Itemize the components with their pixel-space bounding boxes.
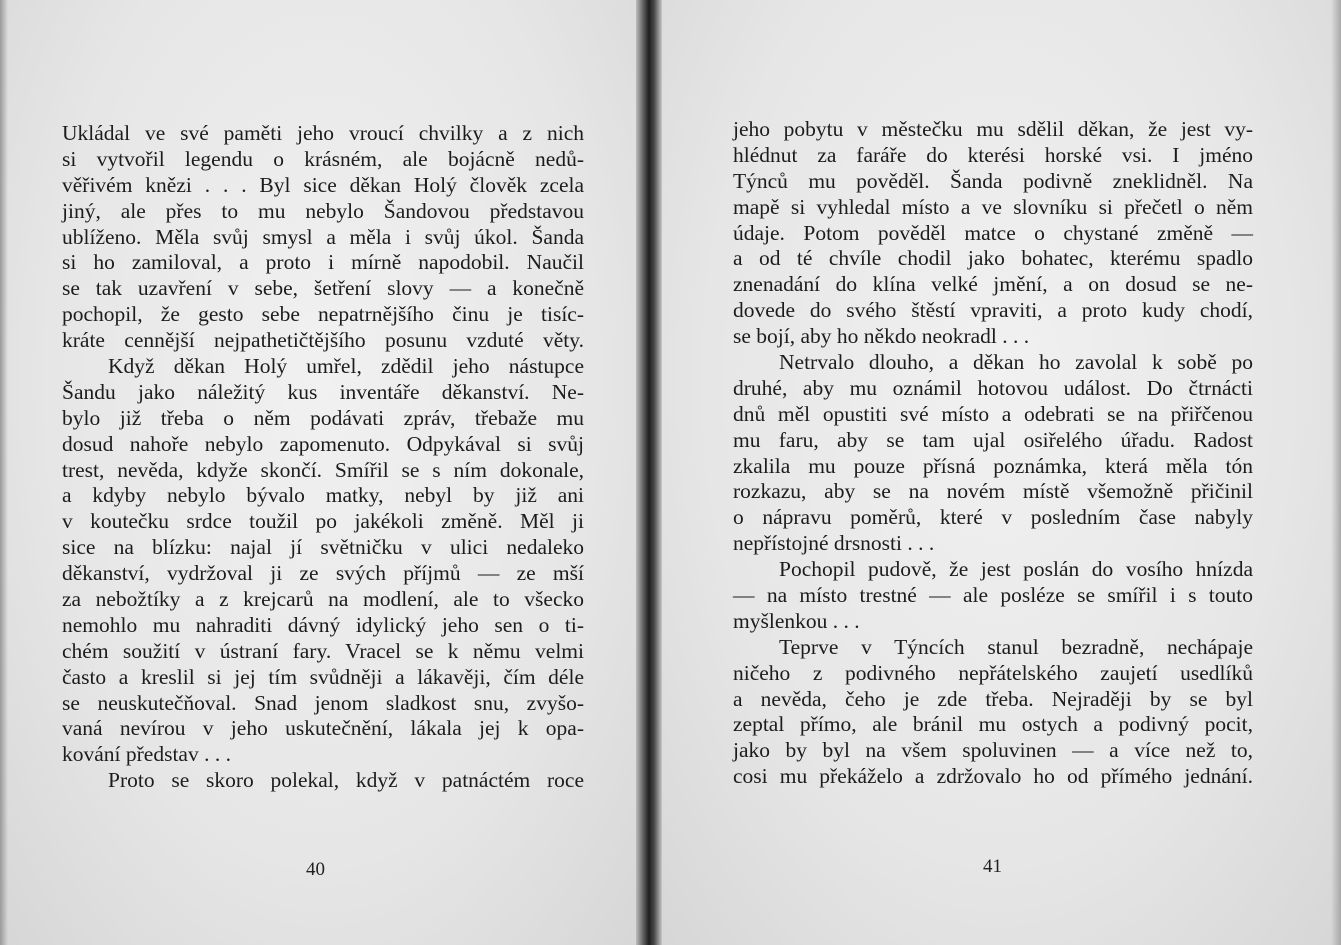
- text-line: Netrvalo dlouho, a děkan ho zavolal k sobě po: [779, 350, 1253, 375]
- text-line: a kdyby nebylo bývalo matky, nebyl by již ani: [62, 483, 584, 508]
- text-line: děkanství, vydržoval ji ze svých příjmů — ze mší: [62, 561, 584, 586]
- text-line: v koutečku srdce toužil po jakékoli změně. Měl ji: [62, 509, 584, 534]
- text-line: rozkazu, aby se na novém místě všemožně přičinil: [733, 479, 1253, 504]
- text-line: druhé, aby mu oznámil hotovou událost. Do čtrnácti: [733, 375, 1253, 400]
- text-line: údaje. Potom pověděl matce o chystané změně —: [733, 220, 1253, 245]
- text-line: bylo již třeba o něm podávati zpráv, třebaže mu: [62, 405, 584, 430]
- text-line: Proto se skoro polekal, když v patnáctém roce: [108, 768, 584, 793]
- text-line: často a kreslil si jej tím svůdněji a lákavěji, čím déle: [62, 664, 584, 689]
- text-line: mapě si vyhledal místo a ve slovníku si přečetl o něm: [733, 194, 1253, 219]
- left-page: [0, 0, 644, 945]
- text-line: mu faru, aby se tam ujal osiřelého úřadu. Radost: [733, 427, 1253, 452]
- text-line: vaná nevírou v jeho uskutečnění, lákala jej k opa-: [62, 716, 584, 741]
- text-line: o nápravu poměrů, které v posledním čase nabyly: [733, 505, 1253, 530]
- text-line: pochopil, že gesto sebe nepatrnějšího činu je tisíc-: [62, 302, 584, 327]
- text-line: nemohlo mu nahraditi dávný idylický jeho sen o ti-: [62, 612, 584, 637]
- text-line: a od té chvíle chodil jako bohatec, kterému spadlo: [733, 246, 1253, 271]
- text-line: cosi mu překáželo a zdržovalo ho od přímého jednání.: [733, 764, 1253, 789]
- text-line: sice na blízku: najal jí světničku v ulici nedaleko: [62, 535, 584, 560]
- page-number: 41: [983, 856, 1002, 877]
- text-line: zeptal přímo, ale bránil mu ostych a podivný pocit,: [733, 712, 1253, 737]
- text-line: si ho zamiloval, a proto i mírně napodobil. Naučil: [62, 250, 584, 275]
- text-line: Týnců mu pověděl. Šanda podivně zneklidněl. Na: [733, 168, 1253, 193]
- text-line: se neuskutečňoval. Snad jenom sladkost snu, zvyšo-: [62, 690, 584, 715]
- text-line: se bojí, aby ho někdo neokradl . . .: [733, 324, 1030, 349]
- text-line: hlédnut za faráře do kterési horské vsi. I jméno: [733, 142, 1253, 167]
- text-line: ničeho z podivného nepřátelského zaujetí usedlíků: [733, 660, 1253, 685]
- text-line: dnů měl opustiti své místo a odebrati se na přiřčenou: [733, 401, 1253, 426]
- left-page-text: [62, 121, 584, 794]
- text-line: si vytvořil legendu o krásném, ale bojácně nedů-: [62, 146, 584, 171]
- right-page-text: [733, 117, 1253, 790]
- text-line: Pochopil pudově, že jest poslán do vosího hnízda: [779, 557, 1253, 582]
- text-line: — na místo trestné — ale posléze se smířil i s touto: [733, 583, 1253, 608]
- text-line: se tak uzavření v sebe, šetření slovy — a konečně: [62, 276, 584, 301]
- text-line: trest, nevěda, kdyže skončí. Smířil se s ním dokonale,: [62, 457, 584, 482]
- text-line: jiný, ale přes to mu nebylo Šandovou představou: [62, 198, 584, 223]
- text-line: jeho pobytu v městečku mu sdělil děkan, že jest vy-: [733, 117, 1253, 141]
- text-line: kráte cennější nejpathetičtějšího posunu vzduté věty.: [62, 328, 584, 353]
- text-line: myšlenkou . . .: [733, 608, 860, 633]
- text-line: zkalila mu pouze přísná poznámka, která měla tón: [733, 453, 1253, 478]
- page-edge-shadow: [0, 0, 8, 945]
- text-line: jako by byl na všem spoluvinen — a více než to,: [733, 738, 1253, 763]
- text-line: Šandu jako náležitý kus inventáře děkanství. Ne-: [62, 379, 584, 404]
- text-line: a nevěda, čeho je zde třeba. Nejraději by se byl: [733, 686, 1253, 711]
- text-line: dovede do svého štěstí vpraviti, a proto kudy chodí,: [733, 298, 1253, 323]
- text-line: ublíženo. Měla svůj smysl a měla i svůj úkol. Šanda: [62, 224, 584, 249]
- text-line: dosud nahoře nebylo zapomenuto. Odpykával si svůj: [62, 431, 584, 456]
- text-line: Teprve v Týncích stanul bezradně, nechápaje: [779, 634, 1253, 659]
- text-line: kování představ . . .: [62, 742, 231, 767]
- text-line: Ukládal ve své paměti jeho vroucí chvilky a z nich: [62, 121, 584, 145]
- text-line: znenadání do klína velké jmění, a on dosud se ne-: [733, 272, 1253, 297]
- page-number: 40: [306, 859, 325, 880]
- text-line: za nebožtíky a z krejcarů na modlení, ale to všecko: [62, 587, 584, 612]
- book-gutter: [636, 0, 662, 945]
- page-edge-shadow: [1331, 0, 1341, 945]
- text-line: chém soužití v ústraní fary. Vracel se k němu velmi: [62, 638, 584, 663]
- text-line: Když děkan Holý umřel, zdědil jeho nástupce: [108, 354, 584, 379]
- text-line: věřivém knězi . . . Byl sice děkan Holý člověk zcela: [62, 172, 584, 197]
- text-line: nepřístojné drsnosti . . .: [733, 531, 935, 556]
